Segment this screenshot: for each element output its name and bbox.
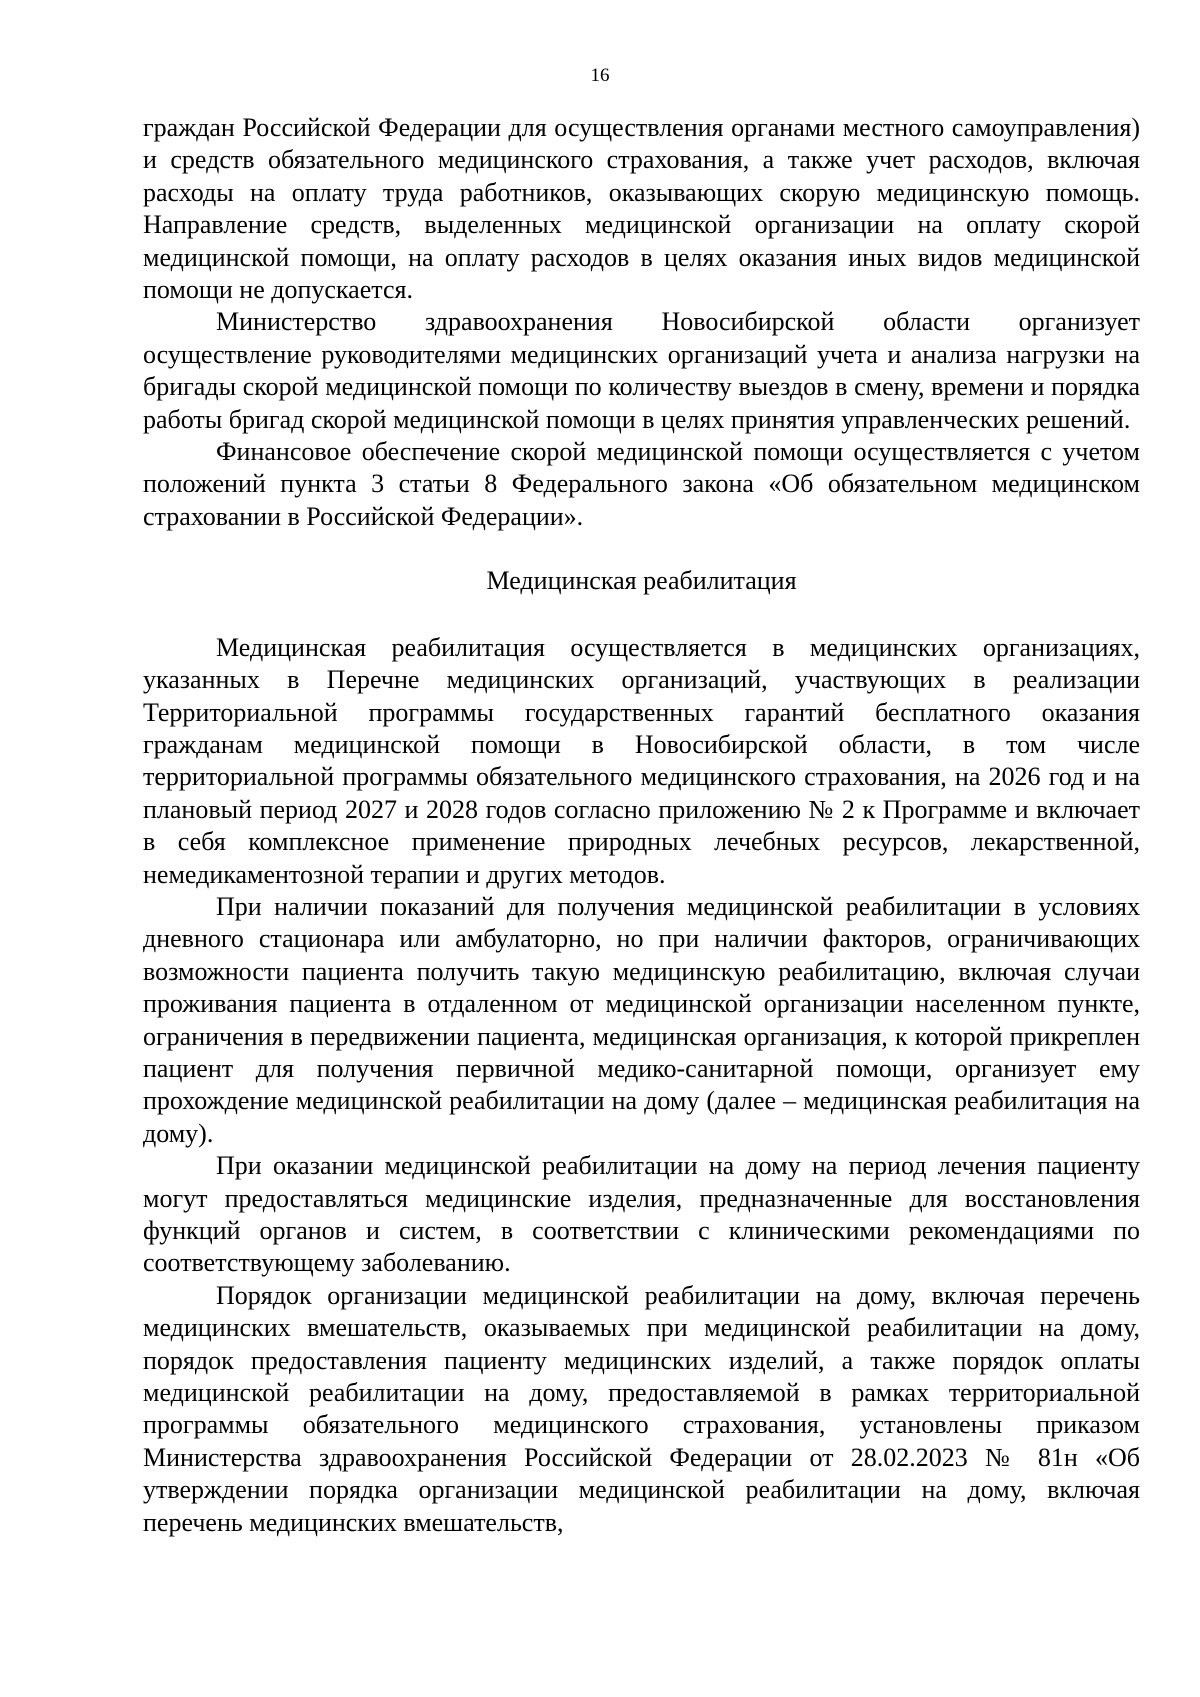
paragraph-ambulance-funding-end: граждан Российской Федерации для осуществления органами местного самоуправления) и средств обязательного медицинского страхования, а также учет расходов, включая расходы на оплату труда работников, оказывающих скорую медицинскую помощь. Направление средств, выделенных медицинской организации на оплату скорой медицинской помощи, на оплату расходов в целях оказания иных видов медицинской помощи не допускается. — [143, 113, 1140, 305]
paragraph-rehab-at-home: При наличии показаний для получения медицинской реабилитации в условиях дневного стационара или амбулаторно, но при наличии факторов, ограничивающих возможности пациента получить такую медицинскую реабилитацию, включая случаи проживания пациента в отдаленном от медицинской организации населенном пункте, ограничения в передвижении пациента, медицинская организация, к которой прикреплен пациент для получения первичной медико-санитарной помощи, организует ему прохождение медицинской реабилитации на дому (далее – медицинская реабилитация на дому). — [143, 891, 1140, 1148]
document-body — [143, 112, 1140, 1539]
page-number: 16 — [590, 65, 610, 86]
paragraph-home-rehab-procedure: Порядок организации медицинской реабилитации на дому, включая перечень медицинских вмешательств, оказываемых при медицинской реабилитации на дому, порядок предоставления пациенту медицинских изделий, а также порядок оплаты медицинской реабилитации на дому, предоставляемой в рамках территориальной программы обязательного медицинского страхования, установлены приказом Министерства здравоохранения Российской Федерации от 28.02.2023 № 81н «Об утверждении порядка организации медицинской реабилитации на дому, включая перечень медицинских вмешательств, — [143, 1280, 1140, 1537]
paragraph-rehab-organizations: Медицинская реабилитация осуществляется в медицинских организациях, указанных в Перечне медицинских организаций, участвующих в реализации Территориальной программы государственных гарантий бесплатного оказания гражданам медицинской помощи в Новосибирской области, в том числе территориальной программы обязательного медицинского страхования, на 2026 год и на плановый период 2027 и 2028 годов согласно приложению № 2 к Программе и включает в себя комплексное применение природных лечебных ресурсов, лекарственной, немедикаментозной терапии и других методов. — [143, 632, 1140, 889]
section-heading: Медицинская реабилитация — [486, 566, 797, 596]
paragraph-medical-devices: При оказании медицинской реабилитации на дому на период лечения пациенту могут предоставляться медицинские изделия, предназначенные для восстановления функций органов и систем, в соответствии с клиническими рекомендациями по соответствующему заболеванию. — [143, 1151, 1140, 1278]
paragraph-ministry-workload: Министерство здравоохранения Новосибирской области организует осуществление руководителями медицинских организаций учета и анализа нагрузки на бригады скорой медицинской помощи по количеству выездов в смену, времени и порядка работы бригад скорой медицинской помощи в целях принятия управленческих решений. — [143, 307, 1140, 434]
paragraph-ambulance-financing: Финансовое обеспечение скорой медицинской помощи осуществляется с учетом положений пункта 3 статьи 8 Федерального закона «Об обязательном медицинском страховании в Российской Федерации». — [143, 437, 1140, 531]
